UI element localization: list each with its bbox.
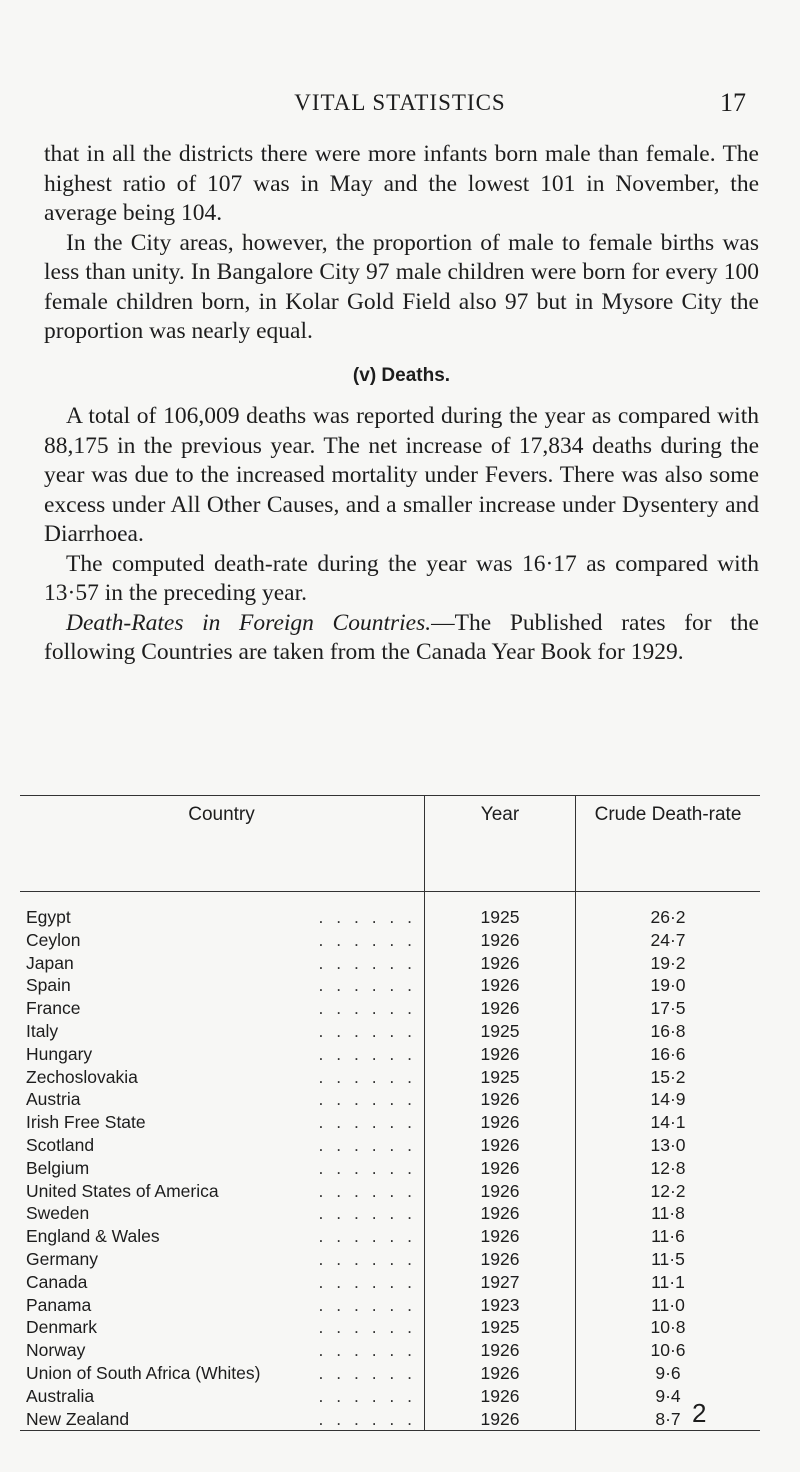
dot-leader: . . . . . . <box>318 1248 416 1269</box>
death-rates-table <box>20 795 760 1431</box>
cell-country <box>20 1362 424 1385</box>
dot-leader: . . . . . . <box>318 1089 416 1110</box>
table-row <box>20 892 760 929</box>
table-row <box>20 1157 760 1180</box>
country-name: Denmark <box>26 1317 97 1338</box>
country-name: Scotland <box>26 1134 95 1155</box>
cell-rate: 12·2 <box>576 1180 761 1203</box>
dot-leader: . . . . . . <box>318 1134 416 1155</box>
header-country: Country <box>188 804 255 825</box>
header-year: Year <box>425 796 576 892</box>
dot-leader: . . . . . . <box>318 929 416 950</box>
cell-rate: 24·7 <box>576 929 761 952</box>
cell-rate: 16·6 <box>576 1043 761 1066</box>
cell-year: 1926 <box>425 1180 576 1203</box>
dot-leader: . . . . . . <box>318 907 416 927</box>
cell-country <box>20 1248 424 1271</box>
cell-year: 1926 <box>425 1134 576 1157</box>
table-row <box>20 997 760 1020</box>
country-name: Panama <box>26 1294 92 1315</box>
country-name: Egypt <box>26 907 71 927</box>
table-row <box>20 1066 760 1089</box>
signature-number: 2 <box>692 1398 707 1428</box>
country-name: Canada <box>26 1271 88 1292</box>
cell-country <box>20 1020 424 1043</box>
cell-rate: 11·8 <box>576 1202 761 1225</box>
table-row <box>20 1316 760 1339</box>
cell-rate: 11·6 <box>576 1225 761 1248</box>
cell-rate: 9·4 <box>576 1385 761 1408</box>
table-row <box>20 1339 760 1362</box>
cell-rate: 13·0 <box>576 1134 761 1157</box>
cell-rate: 14·1 <box>576 1111 761 1134</box>
country-name: New Zealand <box>26 1408 130 1429</box>
cell-year: 1926 <box>425 1225 576 1248</box>
paragraph-4: The computed death-rate during the year was 16·17 as compared with 13·57 in the preceding year. <box>44 550 759 606</box>
country-name: Sweden <box>26 1203 90 1224</box>
cell-year: 1926 <box>425 1385 576 1408</box>
paragraph-5-italic-heading: Death-Rates in Foreign Countries. <box>66 609 432 636</box>
table-row <box>20 1385 760 1408</box>
cell-country <box>20 952 424 975</box>
dot-leader: . . . . . . <box>318 975 416 996</box>
paragraph-3: A total of 106,009 deaths was reported during the year as compared with 88,175 in the previous year. The net increase of 17,834 deaths during the year was due to the increased mortality under Fevers. There was also some excess under All Other Causes, and a smaller increase under Dysentery and Diarrhoea. <box>44 403 759 547</box>
country-name: Spain <box>26 975 71 996</box>
cell-rate: 10·8 <box>576 1316 761 1339</box>
dot-leader: . . . . . . <box>318 1043 416 1064</box>
country-name: England & Wales <box>26 1226 160 1247</box>
country-name: Italy <box>26 1020 59 1041</box>
dot-leader: . . . . . . <box>318 1020 416 1041</box>
cell-year: 1927 <box>425 1271 576 1294</box>
cell-country <box>20 892 424 929</box>
cell-country <box>20 1225 424 1248</box>
table-row <box>20 1180 760 1203</box>
country-name: Zechoslovakia <box>26 1066 138 1087</box>
cell-rate: 26·2 <box>576 892 761 929</box>
table-row <box>20 1248 760 1271</box>
cell-country <box>20 997 424 1020</box>
country-name: Belgium <box>26 1157 90 1178</box>
paragraph-1: that in all the districts there were more infants born male than female. The highest ratio of 107 was in May and the lowest 101 in November, the average being 104. <box>44 141 759 226</box>
table-row <box>20 1043 760 1066</box>
dot-leader: . . . . . . <box>318 1317 416 1338</box>
cell-rate: 11·1 <box>576 1271 761 1294</box>
cell-year: 1925 <box>425 1066 576 1089</box>
page-header <box>0 90 800 120</box>
cell-year: 1926 <box>425 1202 576 1225</box>
table-row <box>20 1271 760 1294</box>
cell-rate: 12·8 <box>576 1157 761 1180</box>
cell-year: 1923 <box>425 1294 576 1317</box>
country-name: Ceylon <box>26 929 81 950</box>
dot-leader: . . . . . . <box>318 1203 416 1224</box>
dot-leader: . . . . . . <box>318 1294 416 1315</box>
cell-rate: 11·5 <box>576 1248 761 1271</box>
dot-leader: . . . . . . <box>318 1385 416 1406</box>
cell-year: 1925 <box>425 1020 576 1043</box>
dot-leader: . . . . . . <box>318 1066 416 1087</box>
dot-leader: . . . . . . <box>318 1226 416 1247</box>
cell-rate: 11·0 <box>576 1294 761 1317</box>
cell-rate: 8·7 <box>576 1408 761 1431</box>
cell-country <box>20 1271 424 1294</box>
table-row <box>20 1225 760 1248</box>
dot-leader: . . . . . . <box>318 1112 416 1133</box>
cell-year: 1926 <box>425 1157 576 1180</box>
country-name: Germany <box>26 1248 98 1269</box>
cell-country <box>20 1157 424 1180</box>
paragraph-5 <box>44 609 759 668</box>
cell-year: 1925 <box>425 1316 576 1339</box>
cell-rate: 16·8 <box>576 1020 761 1043</box>
cell-country <box>20 1408 424 1431</box>
paragraph-5-text: —The Published rates for the following Countries are taken from the Canada Year Book for 1929. <box>44 609 759 665</box>
table-body <box>20 892 760 1431</box>
cell-country <box>20 1385 424 1408</box>
country-name: United States of America <box>26 1180 219 1201</box>
cell-country <box>20 1134 424 1157</box>
cell-year: 1926 <box>425 1043 576 1066</box>
running-head: VITAL STATISTICS <box>294 90 506 115</box>
table-row <box>20 952 760 975</box>
country-name: Austria <box>26 1089 81 1110</box>
cell-country <box>20 974 424 997</box>
cell-country <box>20 1043 424 1066</box>
cell-country <box>20 1339 424 1362</box>
cell-country <box>20 1294 424 1317</box>
country-name: Union of South Africa (Whites) <box>26 1362 261 1383</box>
cell-year: 1926 <box>425 1408 576 1431</box>
body-text <box>44 140 759 668</box>
dot-leader: . . . . . . <box>318 1362 416 1383</box>
table-row <box>20 1202 760 1225</box>
country-name: Australia <box>26 1385 95 1406</box>
cell-country <box>20 1088 424 1111</box>
country-name: France <box>26 998 81 1019</box>
table-row <box>20 1362 760 1385</box>
cell-year: 1926 <box>425 929 576 952</box>
section-heading-deaths: (v) Deaths. <box>352 364 451 386</box>
dot-leader: . . . . . . <box>318 998 416 1019</box>
country-name: Japan <box>26 952 74 973</box>
cell-rate: 9·6 <box>576 1362 761 1385</box>
cell-rate: 15·2 <box>576 1066 761 1089</box>
country-name: Norway <box>26 1340 86 1361</box>
dot-leader: . . . . . . <box>318 1180 416 1201</box>
cell-country <box>20 1180 424 1203</box>
cell-rate: 10·6 <box>576 1339 761 1362</box>
header-rate: Crude Death-rate <box>576 796 761 892</box>
table-row <box>20 1111 760 1134</box>
dot-leader: . . . . . . <box>318 1408 416 1429</box>
cell-country <box>20 1202 424 1225</box>
paragraph-2: In the City areas, however, the proportion of male to female births was less than unity. In Bangalore City 97 male children were born for every 100 female children born, in Kolar Gold Field also 97 but in Mysore City the proportion was nearly equal. <box>44 229 759 344</box>
dot-leader: . . . . . . <box>318 952 416 973</box>
cell-rate: 14·9 <box>576 1088 761 1111</box>
cell-year: 1926 <box>425 1339 576 1362</box>
cell-year: 1926 <box>425 1248 576 1271</box>
cell-year: 1926 <box>425 1088 576 1111</box>
page-number: 17 <box>720 88 746 117</box>
table-header-row <box>20 796 760 892</box>
table-row <box>20 1088 760 1111</box>
cell-year: 1926 <box>425 952 576 975</box>
cell-rate: 17·5 <box>576 997 761 1020</box>
cell-year: 1926 <box>425 997 576 1020</box>
table-row <box>20 929 760 952</box>
cell-country <box>20 1066 424 1089</box>
table-row <box>20 1134 760 1157</box>
table-row <box>20 974 760 997</box>
dot-leader: . . . . . . <box>318 1340 416 1361</box>
country-name: Hungary <box>26 1043 93 1064</box>
table-row <box>20 1408 760 1431</box>
dot-leader: . . . . . . <box>318 1157 416 1178</box>
cell-year: 1926 <box>425 1111 576 1134</box>
cell-country <box>20 1316 424 1339</box>
cell-year: 1925 <box>425 892 576 929</box>
country-name: Irish Free State <box>26 1112 146 1133</box>
cell-country <box>20 929 424 952</box>
cell-year: 1926 <box>425 1362 576 1385</box>
death-rates-table-wrapper <box>20 795 760 1431</box>
cell-rate: 19·2 <box>576 952 761 975</box>
dot-leader: . . . . . . <box>318 1271 416 1292</box>
cell-rate: 19·0 <box>576 974 761 997</box>
table-row <box>20 1294 760 1317</box>
table-row <box>20 1020 760 1043</box>
cell-country <box>20 1111 424 1134</box>
cell-year: 1926 <box>425 974 576 997</box>
